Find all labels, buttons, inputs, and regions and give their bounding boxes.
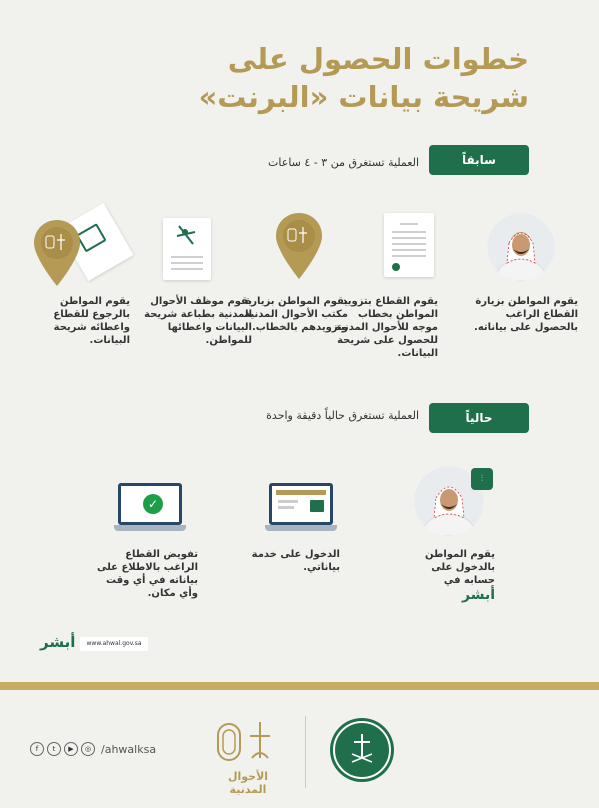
citizen-photo xyxy=(487,213,555,281)
now-label: حالياً xyxy=(429,403,529,433)
ahwal-name: الأحوال المدنية xyxy=(227,770,269,796)
print-document-icon xyxy=(163,218,211,280)
website-url[interactable]: www.ahwal.gov.sa xyxy=(80,637,148,651)
now-step-1-text: يقوم المواطن بالدخول على حسابه في xyxy=(424,549,495,586)
now-step-1 xyxy=(405,548,495,602)
laptop-bayanati-icon xyxy=(265,483,337,533)
facebook-icon[interactable]: f xyxy=(30,742,44,756)
gold-divider xyxy=(0,682,599,690)
youtube-icon[interactable]: ▶ xyxy=(64,742,78,756)
absher-app-icon: ⫶ xyxy=(471,468,493,490)
ministry-emblem xyxy=(330,718,394,782)
social-handle[interactable]: /ahwalksa xyxy=(101,742,157,756)
now-step-3: تفويض القطاع الراغب بالاطلاع على بياناته في أي وقت وأي مكان. xyxy=(96,549,198,599)
before-step-4: يقوم موظف الأحوال المدنية بطباعة شريحة البيانات واعطائها للمواطن. xyxy=(144,296,252,346)
before-step-3: يقوم المواطن بزيارة مكتب الأحوال المدنية وتزويدهم بالخطاب. xyxy=(244,296,348,333)
before-step-2: يقوم القطاع بتزويد المواطن بخطاب موجه للأحوال المدنية للحصول على شريحة البيانات. xyxy=(334,296,438,359)
title-line-1: خطوات الحصول على xyxy=(227,42,529,76)
ahwal-fingerprint-logo xyxy=(214,718,284,768)
before-duration: العملية تستغرق من ٣ - ٤ ساعات xyxy=(268,156,419,169)
office-pin-icon xyxy=(34,220,80,286)
footer-separator xyxy=(305,716,306,788)
absher-logo-inline: أبشر xyxy=(461,587,495,603)
before-label: سابقاً xyxy=(429,145,529,175)
laptop-check-icon xyxy=(114,483,186,533)
before-step-1: يقوم المواطن بزيارة القطاع الراغب بالحصول على بياناته. xyxy=(474,296,578,333)
location-pin-icon xyxy=(276,213,322,279)
twitter-icon[interactable]: t xyxy=(47,742,61,756)
social-links xyxy=(30,740,156,758)
now-step-2: الدخول على خدمة بياناتي. xyxy=(251,549,340,573)
before-step-5: يقوم المواطن بالرجوع للقطاع واعطائه شريحة البيانات. xyxy=(53,296,130,346)
page-title xyxy=(129,40,529,116)
absher-logo: أبشر xyxy=(40,633,76,651)
check-icon: ✓ xyxy=(143,494,163,514)
instagram-icon[interactable]: ◎ xyxy=(81,742,95,756)
letter-document-icon xyxy=(384,213,434,277)
now-duration: العملية تستغرق حالياً دقيقة واحدة xyxy=(266,409,419,422)
title-line-2: شريحة بيانات «البرنت» xyxy=(198,80,529,114)
